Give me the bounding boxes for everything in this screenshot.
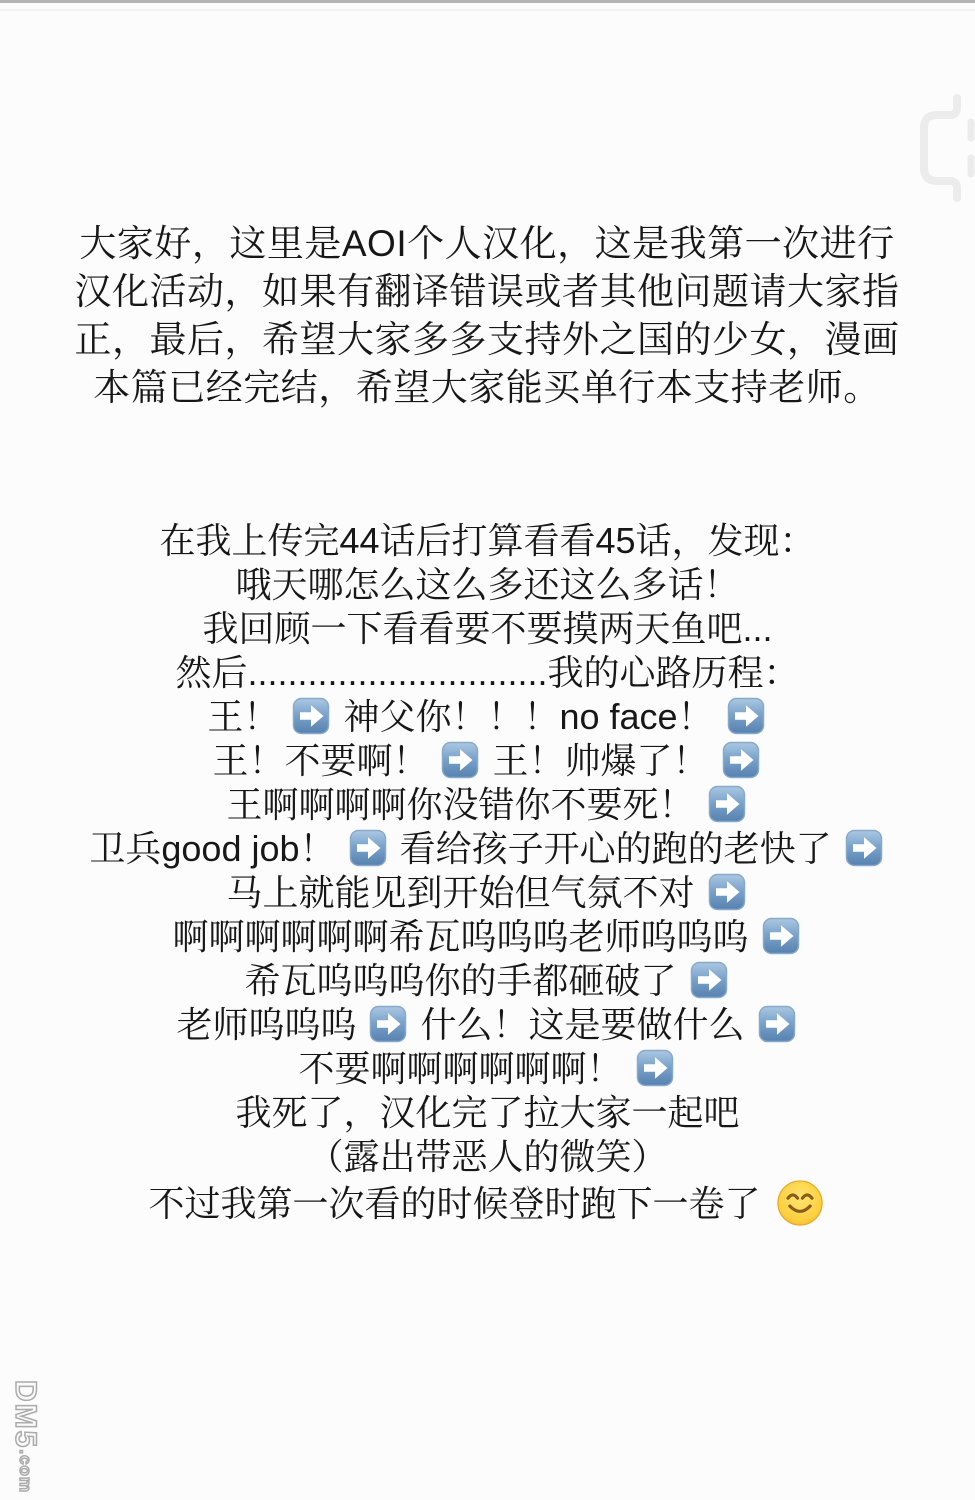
right-arrow-emoji <box>845 829 883 867</box>
watermark-site-name: DM5 <box>9 1380 42 1450</box>
right-arrow-emoji <box>690 961 728 999</box>
right-arrow-emoji <box>762 917 800 955</box>
text-line: 大家好，这里是AOI个人汉化，这是我第一次进行 <box>79 223 895 264</box>
text-line: 马上就能见到开始但气氛不对 <box>0 871 975 915</box>
reader-journey-notes <box>0 519 975 1227</box>
text-line: 正，最后，希望大家多多支持外之国的少女，漫画 <box>74 319 900 360</box>
right-arrow-emoji <box>708 873 746 911</box>
right-arrow-emoji <box>369 1005 407 1043</box>
ghost-bracket-icon <box>903 88 975 233</box>
text-line: 王！ 神父你！！！no face！ <box>0 695 975 739</box>
text-line: 卫兵good job！ 看给孩子开心的跑的老快了 <box>0 827 975 871</box>
text-line: 老师呜呜呜 什么！这是要做什么 <box>0 1003 975 1047</box>
top-divider-bar <box>0 0 975 3</box>
right-arrow-emoji <box>708 785 746 823</box>
text-line: 希瓦呜呜呜你的手都砸破了 <box>0 959 975 1003</box>
right-arrow-emoji <box>292 697 330 735</box>
text-line: 我回顾一下看看要不要摸两天鱼吧... <box>202 608 773 649</box>
text-line: 王啊啊啊啊你没错你不要死！ <box>0 783 975 827</box>
right-arrow-emoji <box>636 1049 674 1087</box>
right-arrow-emoji <box>758 1005 796 1043</box>
text-line: 哦天哪怎么这么多还这么多话！ <box>235 564 740 605</box>
text-line: 然后..............................我的心路历程： <box>175 652 800 693</box>
text-line: 啊啊啊啊啊啊希瓦呜呜呜老师呜呜呜 <box>0 915 975 959</box>
right-arrow-emoji <box>727 697 765 735</box>
right-arrow-emoji <box>349 829 387 867</box>
watermark-domain-suffix: .com <box>16 1449 35 1494</box>
text-line: 汉化活动，如果有翻译错误或者其他问题请大家指 <box>74 271 900 312</box>
right-arrow-emoji <box>722 741 760 779</box>
text-line: 不要啊啊啊啊啊啊！ <box>0 1047 975 1091</box>
text-line: 本篇已经完结，希望大家能买单行本支持老师。 <box>93 367 881 408</box>
smiling-face-emoji <box>776 1179 824 1227</box>
dm5-watermark <box>8 1380 42 1493</box>
text-line: 王！不要啊！ 王！帅爆了！ <box>0 739 975 783</box>
text-line: 不过我第一次看的时候登时跑下一卷了 <box>0 1179 975 1227</box>
top-hairline <box>0 9 975 11</box>
translator-intro-paragraph <box>67 220 907 412</box>
text-line: （露出带恶人的微笑） <box>307 1136 668 1177</box>
text-line: 在我上传完44话后打算看看45话，发现： <box>159 520 816 561</box>
right-arrow-emoji <box>441 741 479 779</box>
text-line: 我死了，汉化完了拉大家一起吧 <box>235 1092 740 1133</box>
